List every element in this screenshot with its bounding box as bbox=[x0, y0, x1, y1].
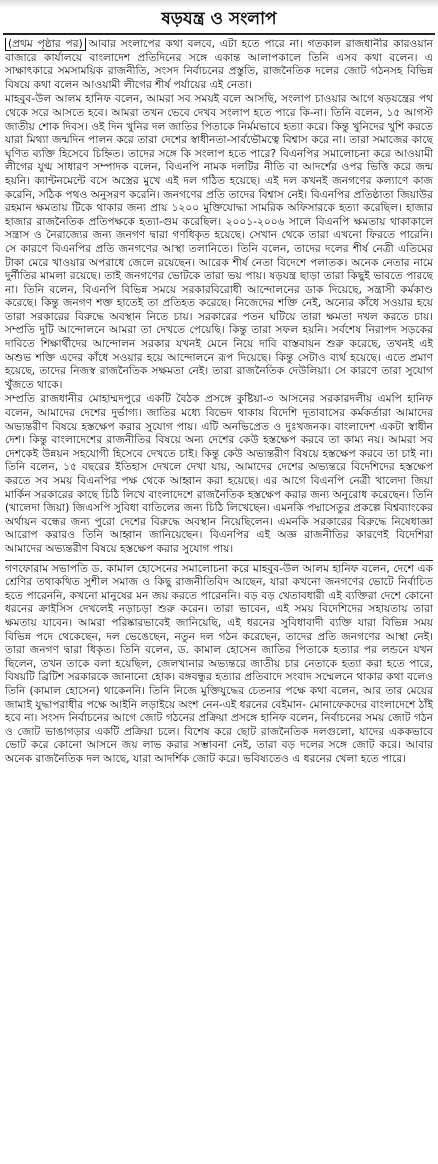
continuation-marker: (প্রথম পৃষ্ঠার পর) bbox=[5, 38, 86, 51]
section-divider bbox=[5, 560, 433, 561]
paragraph-text: আবার সংলাপের কথা বলবে, এটা হতে পারে না। গতকাল রাজধানীর কারওয়ান বাজারে কার্যালয়ে বাংলাদেশ প্রতিদিনের সঙ্গে একান্ত আলাপকালে তিনি এসব কথা বলেন। এ সাক্ষাৎকারে সমসাময়িক রাজনীতি, সংসদ নির্বাচনের প্রস্তুতি, রাজনৈতিক দলের জোট গঠনসহ বিভিন্ন বিষয়ে কথা বলেন আওয়ামী লীগের শীর্ষ পর্যায়ের এই নেতা। bbox=[5, 38, 433, 91]
article-paragraph: সম্প্রতি রাজধানীর মোহাম্মদপুরে একটি বৈঠক প্রসঙ্গে কুষ্টিয়া-৩ আসনের সরকারদলীয় এমপি হানিফ বলেন, আমাদের দেশের দুর্ভাগ্য। জাতির মধ্যে বিভেদ থাকায় বিদেশি দূতাবাসের কর্মকর্তারা আমাদের অভ্যন্তরীণ বিষয়ে হস্তক্ষেপ করার সুযোগ পায়। এটি অনভিপ্রেত ও দুঃখজনক। বাংলাদেশ একটা স্বাধীন দেশ। কিন্তু বাংলাদেশের রাজনীতির বিষয়ে অন্য দেশের কেউ হস্তক্ষেপ করবে তা কাম্য নয়। আমরা সব দেশকেই উন্নয়ন সহযোগী হিসেবে দেখতে চাই। কিন্তু কেউ অভ্যন্তরীণ বিষয়ে হস্তক্ষেপ করবে তা চাই না। তিনি বলেন, ১৫ বছরের ইতিহাস দেখলে দেখা যায়, আমাদের দেশের অভ্যন্তরে বিদেশিদের হস্তক্ষেপ করতে সব সময় বিএনপির পক্ষ থেকে আহ্বান করা হয়েছে। এর আগে বিএনপি নেত্রী খালেদা জিয়া মার্কিন সরকারের কাছে চিঠি লিখে বাংলাদেশে রাজনৈতিক হস্তক্ষেপ করার জন্য অনুরোধ করেছেন। তিনি (খালেদা জিয়া) জিএসপি সুবিধা বাতিলের জন্য চিঠি লিখেছেন। এমনকি পদ্মাসেতুর প্রকল্পে বিশ্বব্যাংকের অর্থায়ন বন্ধের জন্য পুরো দেশের বিরুদ্ধে অবস্থান নিয়েছিলেন। এমনকি সরকারের বিরুদ্ধে নিষেধাজ্ঞা আরোপ করারও তিনি আহ্বান জানিয়েছেন। বিএনপির এই অজ্ঞ রাজনীতির কারণেই বিদেশিরা আমাদের অভ্যন্তরীণ বিষয়ে হস্তক্ষেপ করার সুযোগ পায়। bbox=[5, 393, 433, 555]
article-body bbox=[5, 38, 433, 1160]
article-paragraph: মাহবুব-উল আলম হানিফ বলেন, আমরা সব সময়ই বলে আসছি, সংলাপ চাওয়ার আগে ষড়যন্ত্রের পথ থেকে সরে আসতে হবে। আমরা তখন ভেবে দেখব সংলাপ হতে পারে কি-না। তিনি বলেন, ১৫ আগস্ট জাতীয় শোক দিবস। ওই দিন খুনির দল জাতির পিতাকে নির্মমভাবে হত্যা করে। কিন্তু খুনিদের খুশি করতে যারা মিথ্যা জন্মদিন পালন করে তারা দেশের স্বাধীনতা-সার্বভৌমত্বে বিশ্বাস করে না। তারা সমাজের কাছে ঘৃণিত ব্যক্তি হিসেবে চিহ্নিত। তাদের সঙ্গে কি সংলাপ হতে পারে? বিএনপির সমালোচনা করে আওয়ামী লীগের যুগ্ম সাধারণ সম্পাদক বলেন, বিএনপি নামক দলটির নীতি বা আদর্শের ওপর ভিত্তি করে জন্ম হয়নি। ক্যান্টনমেন্টে বসে অস্ত্রের মুখে এই দল গঠিত হয়েছে। এই দল কখনই জনগণের কল্যাণে কাজ করেনি, সঠিক পথও অনুসরণ করেনি। জনগণের প্রতি তাদের বিশ্বাস নেই। বিএনপির প্রতিষ্ঠাতা জিয়াউর রহমান ক্ষমতায় টিকে থাকার জন্য প্রায় ১২০০ মুক্তিযোদ্ধা সামরিক অফিসারকে হত্যা করেছিল। হাজার হাজার রাজনৈতিক প্রতিপক্ষকে হত্যা-গুম করেছিল। ২০০১-২০০৬ সালে বিএনপি ক্ষমতায় থাকাকালে সন্ত্রাস ও নৈরাজ্যের জন্য জনগণ দ্বারা গণধিকৃত হয়েছে। সেখান থেকে তারা এখনো ফিরতে পারেনি। সে কারণে বিএনপির প্রতি জনগণের আস্থা তলানিতে। তিনি বলেন, তাদের দলের শীর্ষ নেত্রী এতিমের টাকা মেরে খাওয়ার অপরাধে জেলে রয়েছেন। আরেক শীর্ষ নেতা বিদেশে পলাতক। অনেক নেতার নামে দুর্নীতির মামলা রয়েছে। তাই জনগণের ভোটকে তারা ভয় পায়। ষড়যন্ত্র ছাড়া তারা কিছুই ভাবতে পারছে না। তিনি বলেন, বিএনপি বিভিন্ন সময়ে সরকারবিরোধী আন্দোলনের ডাক দিয়েছে, সন্ত্রাসী কর্মকাণ্ড করেছে। কিন্তু জনগণ শক্ত হাতেই তা প্রতিহত করেছে। নিজেদের শক্তি নেই, অন্যের কাঁধে সওয়ার হয়ে তারা সরকারের বিরুদ্ধে অবস্থান নিতে চায়। সরকারের পতন ঘটিয়ে তারা ক্ষমতা দখল করতে চায়। সম্প্রতি দুটি আন্দোলনে আমরা তা দেখতে পেয়েছি। কিন্তু তারা সফল হয়নি। সর্বশেষ নিরাপদ সড়কের দাবিতে শিক্ষার্থীদের আন্দোলন সরকার যখনই মেনে নিয়ে দাবি বাস্তবায়ন শুরু করেছে, তখনই এই অশুভ শক্তি এদের কাঁধে সওয়ার হয়ে আন্দোলনে রূপ দিয়েছে। কিন্তু সেটাও ব্যর্থ হয়েছে। এতে প্রমাণ হয়েছে, তাদের নিজস্ব রাজনৈতিক সক্ষমতা নেই। তারা রাজনৈতিক দেউলিয়া। সে কারণে তারা সুযোগ খুঁজতে থাকে। bbox=[5, 93, 433, 391]
article-headline: ষড়যন্ত্র ও সংলাপ bbox=[161, 9, 277, 29]
headline-rule bbox=[3, 33, 435, 35]
article-paragraph bbox=[5, 38, 433, 92]
article-paragraph: গণফোরাম সভাপতি ড. কামাল হোসেনের সমালোচনা করে মাহবুব-উল আলম হানিফ বলেন, দেশে এক শ্রেণির তথাকথিত সুশীল সমাজ ও কিছু রাজনীতিবিদ আছেন, যারা কখনো জনগণের ভোটে নির্বাচিত হতে পারেননি, কখনো মানুষের মন জয় করতে পারেননি। বড় বড় খেতাবধারী এই ব্যক্তিরা দেশে কোনো ধরনের ক্রাইসিস দেখলেই নড়াচড়া শুরু করেন। তারা ভাবেন, এই সময় বিদেশিদের সহায়তায় তারা ক্ষমতায় যাবেন। আমরা পরিষ্কারভাবেই জানিয়েছি, এই ধরনের সুবিধাবাদী ব্যক্তি যারা বিভিন্ন সময় বিভিন্ন পদে থেকেছেন, দল ভেঙেছেন, নতুন দল গঠন করেছেন, তাদের প্রতি জনগণের আস্থা নেই। তারা জনগণ দ্বারা ধিকৃত। তিনি বলেন, ড. কামাল হোসেন জাতির পিতাকে হত্যার পর লন্ডনে যখন ছিলেন, তখন তাকে বলা হয়েছিল, জেলখানার অভ্যন্তরে জাতীয় চার নেতাকে হত্যা করা হতে পারে, বিষয়টি ব্রিটিশ সরকারকে জানানো হোক। বঙ্গবন্ধুর হত্যার প্রতিবাদে সংবাদ সম্মেলনে থাকার কথা বলেও তিনি (কামাল হোসেন) থাকেননি। তিনি নিজে মুক্তিযুদ্ধের চেতনার পক্ষে কথা বলেন, আর তার মেয়ের জামাই যুদ্ধাপরাধীর পক্ষে আইনি লড়াইয়ে অংশ নেন-এই ধরনের বেইমান- মোনাফেকদের বাংলাদেশে ঠাঁই হবে না। সংসদ নির্বাচনের আগে জোট গঠনের প্রক্রিয়া প্রসঙ্গে হানিফ বলেন, নির্বাচনের সময় জোট গঠন ও জোট ভাঙাগড়ার একটি প্রক্রিয়া চলে। বিশেষ করে ছোট রাজনৈতিক দলগুলো, যাদের এককভাবে ভোট করে কোনো আসনে জয় লাভ করার সম্ভাবনা নেই, তারা বড় দলের সঙ্গে জোট করে। আবার অনেক রাজনৈতিক দল আছে, যারা আদর্শিক জোট করে। ভবিষ্যতেও এ ধরনের খেলা হতে পারে। bbox=[5, 562, 433, 765]
clipped-previous-column bbox=[0, 0, 438, 8]
